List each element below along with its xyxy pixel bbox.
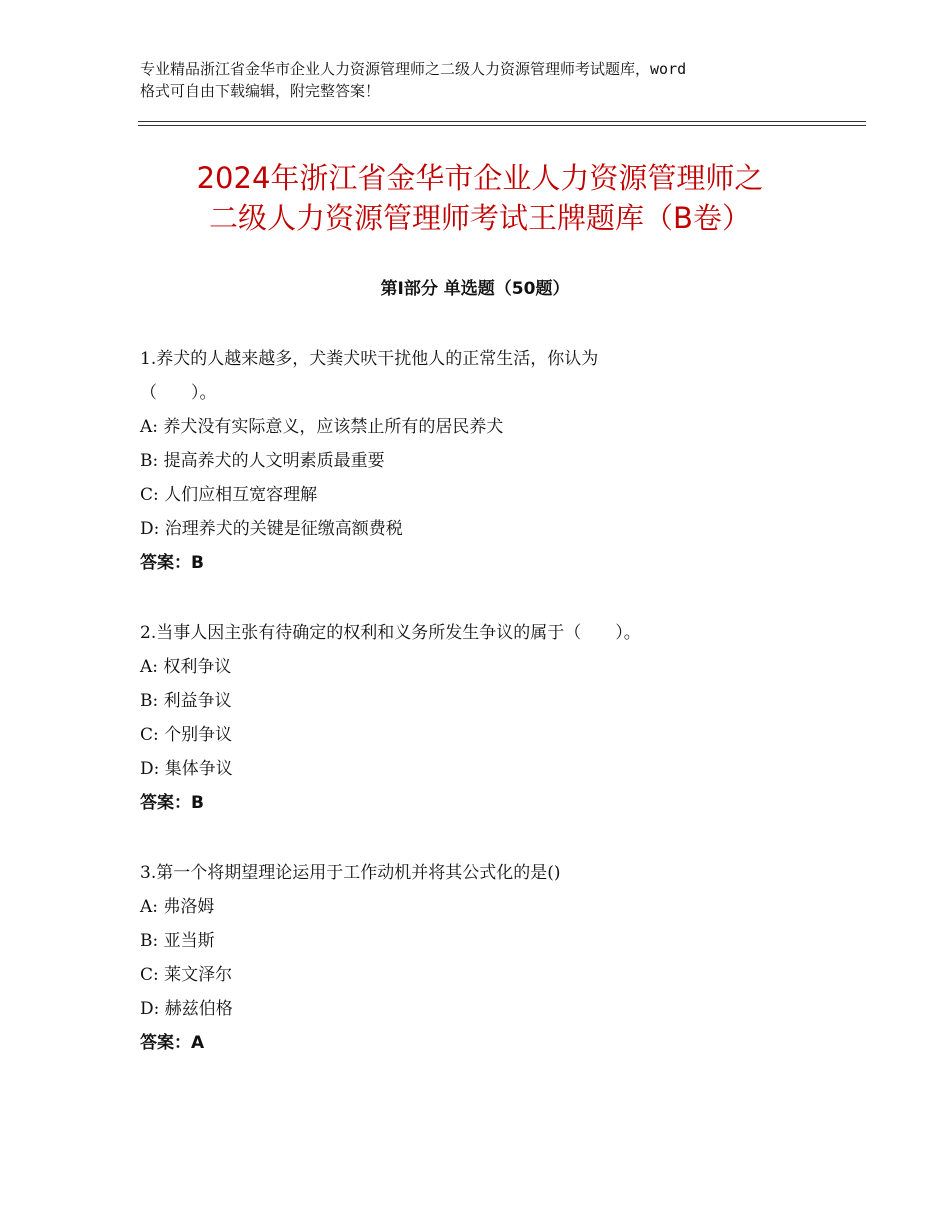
question-3: [140, 856, 840, 1060]
question-stem-continued: （ ）。: [140, 383, 217, 403]
section-heading: 第Ⅰ部分 单选题（50题）: [380, 279, 570, 299]
option-b: B: 利益争议: [140, 691, 232, 711]
option-b: B: 亚当斯: [140, 931, 215, 951]
question-stem: 2.当事人因主张有待确定的权利和义务所发生争议的属于（ ）。: [140, 623, 641, 643]
header-note-line-1: 专业精品浙江省金华市企业人力资源管理师之二级人力资源管理师考试题库，word: [140, 60, 687, 78]
question-2: [140, 616, 840, 820]
question-stem: 1.养犬的人越来越多，犬粪犬吠干扰他人的正常生活，你认为: [140, 349, 599, 369]
option-a: A: 弗洛姆: [140, 897, 215, 917]
answer-label: 答案：B: [140, 793, 204, 813]
title-line-1: 2024年浙江省金华市企业人力资源管理师之: [196, 161, 764, 195]
option-a: A: 养犬没有实际意义，应该禁止所有的居民养犬: [140, 417, 504, 437]
option-a: A: 权利争议: [140, 657, 232, 677]
question-1: [140, 342, 840, 580]
document-title: [120, 158, 840, 238]
option-d: D: 赫兹伯格: [140, 999, 233, 1019]
header-note-line-2: 格式可自由下载编辑，附完整答案！: [140, 82, 381, 100]
option-d: D: 集体争议: [140, 759, 233, 779]
option-c: C: 个别争议: [140, 725, 233, 745]
question-list: [140, 342, 840, 1096]
answer-label: 答案：B: [140, 553, 204, 573]
header-divider-bottom: [138, 125, 866, 126]
option-b: B: 提高养犬的人文明素质最重要: [140, 451, 385, 471]
header-note: [140, 58, 820, 102]
option-d: D: 治理养犬的关键是征缴高额费税: [140, 519, 403, 539]
title-line-2: 二级人力资源管理师考试王牌题库（B卷）: [209, 201, 751, 235]
option-c: C: 人们应相互宽容理解: [140, 485, 318, 505]
option-c: C: 莱文泽尔: [140, 965, 233, 985]
question-stem: 3.第一个将期望理论运用于工作动机并将其公式化的是(): [140, 863, 561, 883]
answer-label: 答案：A: [140, 1033, 205, 1053]
header-divider-top: [138, 121, 866, 122]
